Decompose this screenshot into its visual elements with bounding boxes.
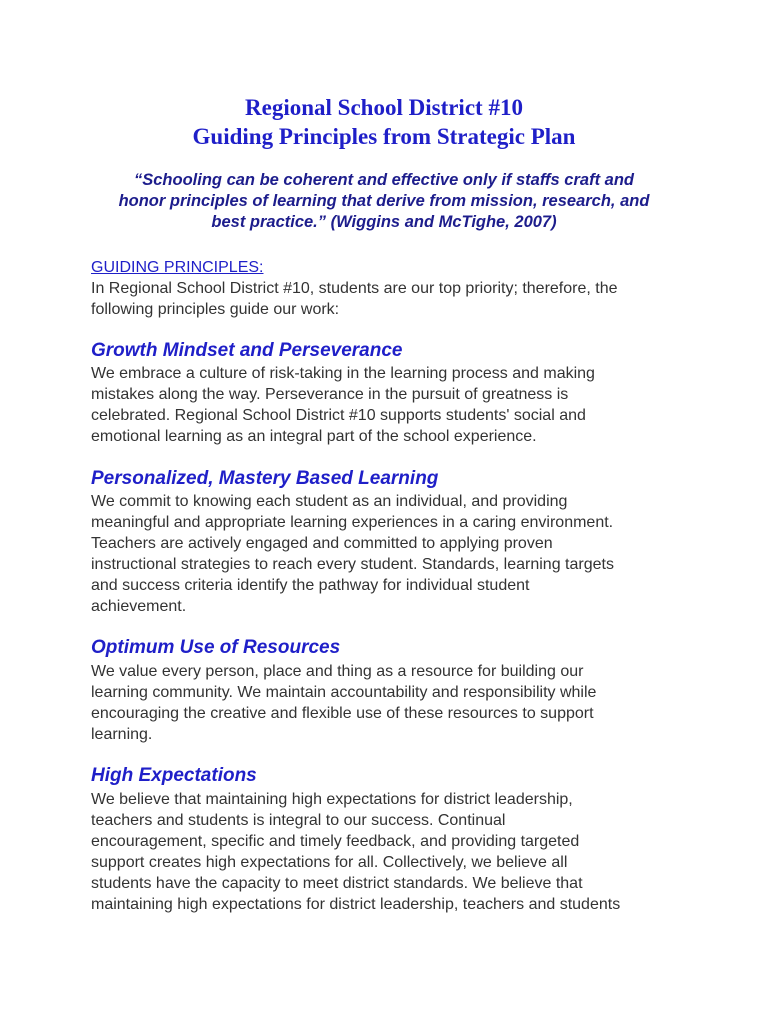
body-line: support creates high expectations for all. Collectively, we believe all [91,854,568,871]
body-line: We believe that maintaining high expectations for district leadership, [91,791,573,808]
body-line: and success criteria identify the pathway for individual student [91,577,530,594]
body-line: mistakes along the way. Perseverance in the pursuit of greatness is [91,386,569,403]
body-line: We commit to knowing each student as an individual, and providing [91,493,568,510]
section-body-high-expectations [91,789,681,915]
body-line: encouraging the creative and flexible use of these resources to support [91,705,594,722]
section-heading-growth-mindset: Growth Mindset and Perseverance [91,340,403,361]
section-heading-optimum-resources: Optimum Use of Resources [91,637,341,658]
intro-line: In Regional School District #10, students are our top priority; therefore, the [91,280,618,297]
body-line: celebrated. Regional School District #10 supports students' social and [91,407,586,424]
document-title-line-1: Regional School District #10 [245,95,523,120]
quote-line: honor principles of learning that derive from mission, research, and [118,192,650,210]
body-line: learning community. We maintain accountability and responsibility while [91,684,597,701]
body-line: We value every person, place and thing as a resource for building our [91,663,584,680]
section-heading-high-expectations: High Expectations [91,765,257,786]
body-line: encouragement, specific and timely feedback, and providing targeted [91,833,580,850]
section-body-optimum-resources [91,661,681,745]
body-line: We embrace a culture of risk-taking in the learning process and making [91,365,595,382]
body-line: achievement. [91,598,187,615]
body-line: meaningful and appropriate learning experiences in a caring environment. [91,514,614,531]
section-body-growth-mindset [91,363,681,447]
body-line: teachers and students is integral to our success. Continual [91,812,506,829]
opening-quote [95,170,673,233]
section-body-personalized-learning [91,491,681,617]
guiding-principles-heading: GUIDING PRINCIPLES: [91,259,264,276]
body-line: Teachers are actively engaged and committed to applying proven [91,535,553,552]
quote-line: “Schooling can be coherent and effective only if staffs craft and [133,171,634,189]
body-line: maintaining high expectations for district leadership, teachers and students [91,896,621,913]
body-line: instructional strategies to reach every student. Standards, learning targets [91,556,614,573]
quote-line: best practice.” (Wiggins and McTighe, 2007) [211,213,557,231]
document-title-line-2: Guiding Principles from Strategic Plan [192,124,576,149]
intro-paragraph [91,278,691,320]
intro-line: following principles guide our work: [91,301,340,318]
body-line: students have the capacity to meet district standards. We believe that [91,875,583,892]
body-line: learning. [91,726,153,743]
body-line: emotional learning as an integral part of the school experience. [91,428,537,445]
section-heading-personalized-learning: Personalized, Mastery Based Learning [91,468,439,489]
